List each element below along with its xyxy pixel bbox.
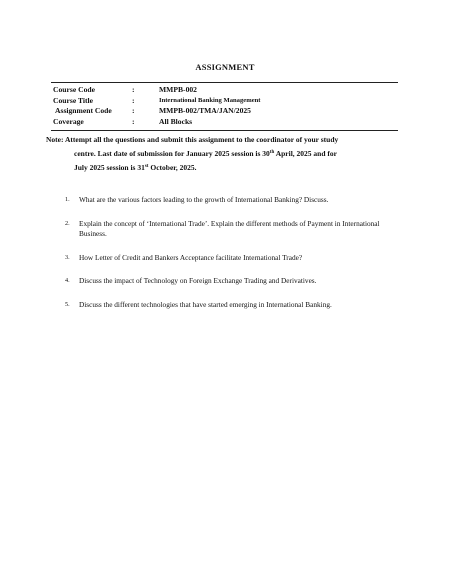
question-item	[65, 276, 405, 287]
note-continuation	[46, 147, 406, 175]
question-number: 2.	[65, 219, 70, 227]
submission-note	[46, 133, 406, 175]
note-line-3-tail: October, 2025.	[148, 163, 197, 172]
note-line-3	[74, 161, 406, 175]
course-code-label: Course Code	[53, 85, 95, 94]
course-code-colon: :	[132, 85, 135, 94]
question-item	[65, 195, 405, 206]
page-title: ASSIGNMENT	[195, 62, 255, 72]
question-item	[65, 219, 405, 240]
note-line-2-text: centre. Last date of submission for January 2025 session is 30	[74, 149, 270, 158]
question-text: Explain the concept of ‘International Trade’. Explain the different methods of Payment in International Business.	[79, 218, 380, 238]
question-text: Discuss the impact of Technology on Foreign Exchange Trading and Derivatives.	[79, 276, 317, 285]
question-number: 3.	[65, 253, 70, 261]
coverage-label: Coverage	[53, 116, 84, 126]
question-item	[65, 300, 405, 311]
note-line-1: Note: Attempt all the questions and submit this assignment to the coordinator of your study	[46, 135, 339, 144]
course-title-value: International Banking Management	[159, 96, 261, 104]
question-text: How Letter of Credit and Bankers Acceptance facilitate International Trade?	[79, 252, 303, 262]
question-number: 1.	[65, 196, 70, 203]
course-title-colon: :	[132, 95, 135, 105]
note-line-3-sup: st	[144, 164, 149, 169]
question-number: 5.	[65, 300, 70, 308]
coverage-value: All Blocks	[159, 116, 193, 126]
note-line-3-text: July 2025 session is 31	[74, 163, 145, 172]
course-title-label: Course Title	[53, 95, 94, 105]
note-line-2-sup: th	[269, 150, 275, 155]
assignment-code-colon: :	[132, 106, 135, 115]
course-code-value: MMPB-002	[159, 85, 197, 94]
questions-list	[65, 195, 405, 323]
question-text: Discuss the different technologies that have started emerging in International Banking.	[79, 299, 332, 309]
note-line-2-tail: April, 2025 and for	[274, 149, 337, 158]
divider-top	[51, 82, 398, 83]
question-text: What are the various factors leading to the growth of International Banking? Discuss.	[79, 195, 329, 204]
coverage-colon: :	[132, 116, 135, 126]
assignment-code-value: MMPB-002/TMA/JAN/2025	[159, 106, 251, 115]
question-item	[65, 253, 405, 264]
divider-bottom	[51, 130, 398, 131]
question-number: 4.	[65, 277, 70, 284]
assignment-code-label: Assignment Code	[55, 106, 112, 115]
note-line-2	[74, 147, 406, 161]
